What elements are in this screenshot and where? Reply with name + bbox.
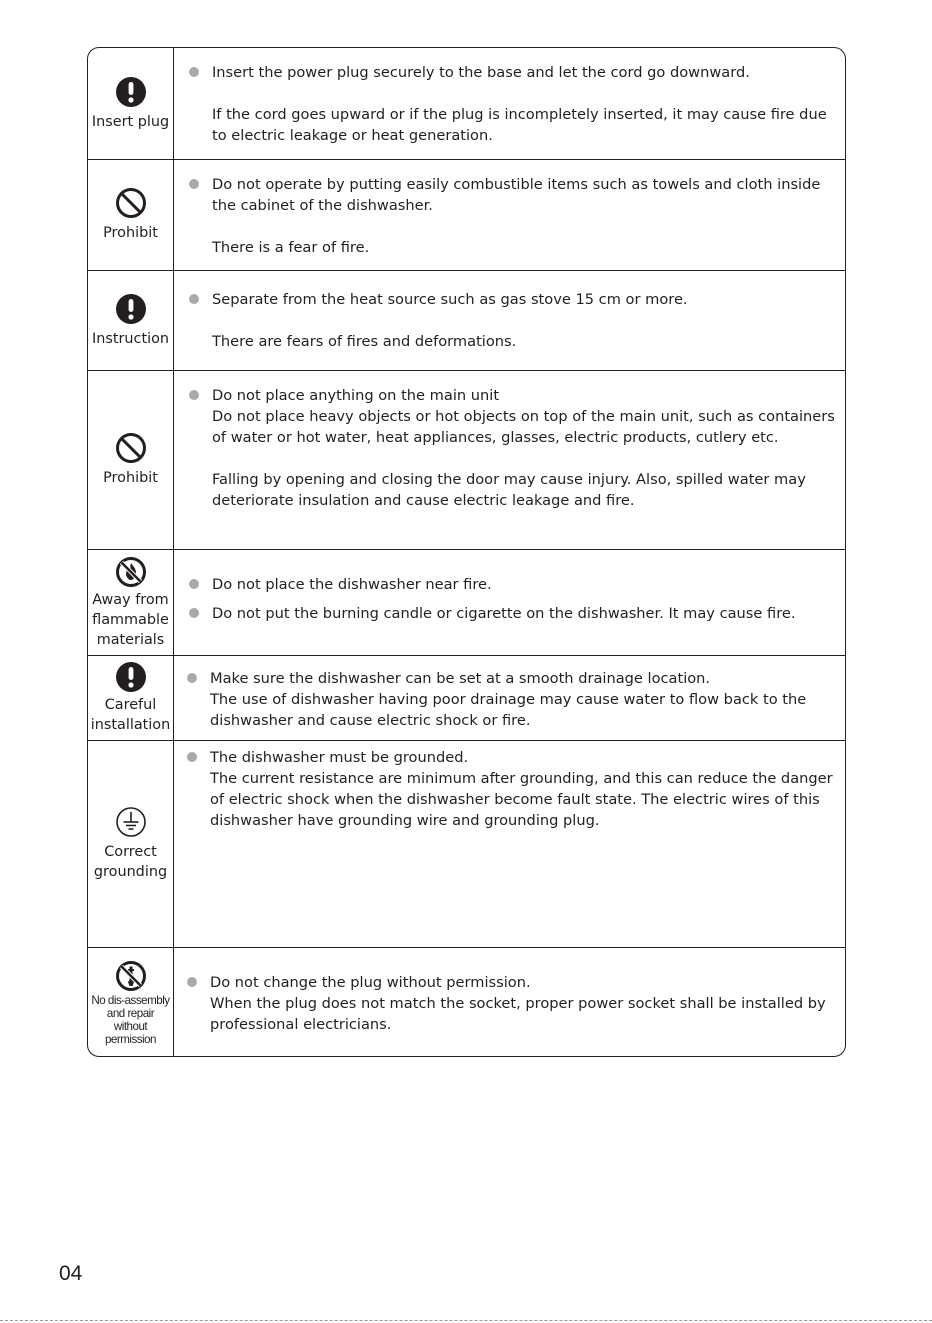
table-row — [88, 48, 845, 160]
exclamation-icon — [115, 293, 147, 325]
bullet — [189, 608, 199, 618]
exclamation-icon — [115, 661, 147, 693]
note-text: If the cord goes upward or if the plug is incompletely inserted, it may cause fire due to electric leakage or heat generation. — [212, 106, 827, 144]
label-line: No dis-assembly — [91, 994, 170, 1007]
list-item — [210, 668, 839, 689]
list-item — [212, 385, 839, 406]
row-label: Prohibit — [103, 225, 158, 241]
row-label — [94, 842, 167, 882]
note-text: There is a fear of fire. — [212, 239, 370, 256]
label-line: without — [113, 1020, 148, 1033]
item-text: Insert the power plug securely to the base and let the cord go downward. — [212, 64, 750, 81]
row-label — [92, 590, 169, 650]
safety-table — [87, 47, 846, 1057]
table-row — [88, 160, 845, 271]
ground-icon — [115, 806, 147, 838]
item-text: Do not place the dishwasher near fire. — [212, 576, 492, 593]
text-cell — [174, 371, 845, 549]
item-text: Do not change the plug without permission. — [210, 974, 531, 991]
detail-text: Do not place heavy objects or hot objects on top of the main unit, such as containers of water or hot water, heat appliances, glasses, electric products, cutlery etc. — [212, 408, 835, 446]
item-text: Do not place anything on the main unit — [212, 387, 500, 404]
bullet — [189, 390, 199, 400]
list-item — [212, 603, 839, 624]
list-item — [210, 972, 839, 993]
prohibit-icon — [115, 187, 147, 219]
table-row — [88, 271, 845, 371]
row-label: Insert plug — [91, 113, 170, 130]
table-row — [88, 550, 845, 656]
label-line: Careful — [104, 697, 157, 713]
item-text: Separate from the heat source such as gas stove 15 cm or more. — [212, 291, 688, 308]
detail-text: The use of dishwasher having poor drainage may cause water to flow back to the dishwasher and cause electric shock or fire. — [210, 691, 807, 729]
icon-cell — [88, 371, 174, 549]
text-cell — [174, 741, 845, 947]
item-text: The dishwasher must be grounded. — [210, 749, 469, 766]
note-text: There are fears of fires and deformations. — [212, 333, 517, 350]
table-row — [88, 948, 845, 1057]
exclamation-icon — [115, 76, 147, 108]
text-cell — [174, 271, 845, 370]
bullet — [189, 294, 199, 304]
bullet — [187, 977, 197, 987]
note-text: Falling by opening and closing the door may cause injury. Also, spilled water may deteriorate insulation and cause electric leakage and fire. — [212, 471, 806, 509]
text-cell — [174, 160, 845, 270]
icon-cell — [88, 48, 174, 159]
label-line: grounding — [93, 864, 168, 880]
page-number: 04 — [59, 1262, 83, 1285]
item-text: Do not put the burning candle or cigarette on the dishwasher. It may cause fire. — [212, 605, 796, 622]
label-line: Away from — [92, 591, 169, 608]
prohibit-icon — [115, 432, 147, 464]
bullet — [187, 752, 197, 762]
icon-cell — [88, 656, 174, 740]
list-item — [212, 289, 839, 310]
detail-text: The current resistance are minimum after grounding, and this can reduce the danger of electric shock when the dishwasher become fault state. The electric wires of this dishwasher have grounding wire and grounding plug. — [210, 770, 833, 829]
table-row — [88, 371, 845, 550]
bullet — [187, 673, 197, 683]
footer-divider — [0, 1320, 932, 1321]
bullet — [189, 179, 199, 189]
item-text: Make sure the dishwasher can be set at a smooth drainage location. — [210, 670, 711, 687]
icon-cell — [88, 271, 174, 370]
list-item — [212, 174, 839, 216]
row-label — [91, 695, 170, 735]
no-fire-icon — [115, 556, 147, 588]
bullet — [189, 67, 199, 77]
label-line: installation — [90, 717, 171, 733]
bullet — [189, 579, 199, 589]
text-cell — [174, 48, 845, 159]
detail-text: When the plug does not match the socket, proper power socket shall be installed by professional electricians. — [210, 995, 826, 1033]
label-line: flammable — [92, 611, 169, 628]
label-line: materials — [96, 631, 165, 648]
list-item — [212, 574, 839, 595]
text-cell — [174, 948, 845, 1057]
list-item — [210, 747, 839, 768]
list-item — [212, 62, 839, 83]
row-label — [91, 994, 169, 1046]
table-row — [88, 656, 845, 741]
icon-cell — [88, 550, 174, 655]
icon-cell — [88, 741, 174, 947]
icon-cell — [88, 160, 174, 270]
label-line: and repair — [106, 1007, 155, 1020]
icon-cell — [88, 948, 174, 1057]
label-line: Correct — [104, 844, 157, 860]
row-label: Instruction — [91, 330, 170, 347]
no-disassembly-icon — [115, 960, 147, 992]
text-cell — [174, 550, 845, 655]
row-label: Prohibit — [103, 470, 158, 486]
table-row — [88, 741, 845, 948]
item-text: Do not operate by putting easily combustible items such as towels and cloth inside the cabinet of the dishwasher. — [212, 176, 821, 214]
label-line: permission — [104, 1033, 157, 1046]
text-cell — [174, 656, 845, 740]
